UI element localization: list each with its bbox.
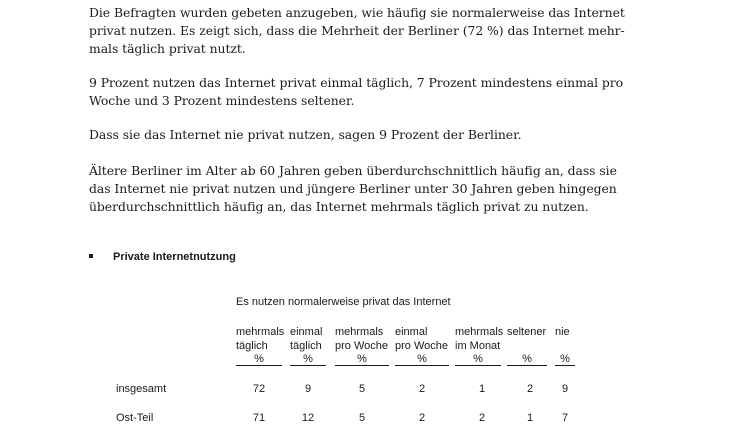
text-line: 9 Prozent nutzen das Internet privat einmal täglich, 7 Prozent mindestens einmal pro (89, 75, 624, 90)
text-line: Ältere Berliner im Alter ab 60 Jahren geben überdurchschnittlich häufig an, dass sie (89, 163, 617, 178)
column-header-line1: einmal (290, 326, 323, 338)
column-unit: % (290, 353, 326, 366)
column-header-line2: pro Woche (395, 340, 448, 352)
text-line: das Internet nie privat nutzen und jüngere Berliner unter 30 Jahren geben hingegen (89, 181, 617, 196)
paragraph-daily-weekly (89, 74, 624, 110)
column-header-line2: täglich (236, 340, 268, 352)
table-cell: 72 (252, 383, 266, 395)
column-unit: % (395, 353, 449, 366)
table-cell: 12 (301, 412, 315, 424)
text-line: mals täglich privat nutzt. (89, 41, 246, 56)
column-header-line2: im Monat (455, 340, 501, 352)
table-cell: 71 (252, 412, 266, 424)
text-line: Die Befragten wurden gebeten anzugeben, wie häufig sie normalerweise das Internet (89, 5, 625, 20)
row-label-total: insgesamt (116, 383, 167, 395)
table-cell: 2 (526, 383, 534, 395)
column-unit: % (455, 353, 501, 366)
table-cell: 5 (358, 412, 366, 424)
table-cell: 1 (526, 412, 534, 424)
paragraph-frequency-intro (89, 4, 625, 58)
section-heading-text: Private Internetnutzung (113, 251, 236, 263)
bullet-square-icon (89, 254, 93, 258)
table-cell: 2 (418, 383, 426, 395)
column-header (395, 325, 449, 366)
column-header-line1: einmal (395, 326, 428, 338)
column-header-line1: mehrmals (335, 326, 384, 338)
column-header (236, 325, 285, 366)
column-header (335, 325, 389, 366)
column-header-line2 (507, 339, 547, 353)
table-cell: 7 (561, 412, 569, 424)
table-cell: 1 (478, 383, 486, 395)
column-header (555, 325, 575, 366)
column-header (455, 325, 504, 366)
table-cell: 2 (418, 412, 426, 424)
column-unit: % (236, 353, 282, 366)
column-header-line1: mehrmals (455, 326, 504, 338)
paragraph-age-groups (89, 162, 617, 216)
column-unit: % (555, 353, 575, 366)
column-header-line1: seltener (507, 326, 547, 338)
paragraph-never-use (89, 126, 609, 144)
column-header (290, 325, 326, 366)
column-header-line2: pro Woche (335, 340, 388, 352)
section-heading (89, 251, 236, 263)
table-cell: 5 (358, 383, 366, 395)
text-line: privat nutzen. Es zeigt sich, dass die Mehrheit der Berliner (72 %) das Internet mehr- (89, 23, 625, 38)
table-cell: 9 (304, 383, 312, 395)
column-header-line2: täglich (290, 340, 322, 352)
row-label-east: Ost-Teil (116, 412, 154, 424)
table-caption: Es nutzen normalerweise privat das Internet (236, 296, 451, 308)
column-unit: % (507, 353, 547, 366)
column-header-line1: nie (555, 326, 570, 338)
table-cell: 2 (478, 412, 486, 424)
column-header (507, 325, 547, 366)
text-line: Woche und 3 Prozent mindestens seltener. (89, 93, 355, 108)
text-line: überdurchschnittlich häufig an, das Internet mehrmals täglich privat zu nutzen. (89, 199, 589, 214)
table-cell: 9 (561, 383, 569, 395)
column-header-line2 (555, 339, 575, 353)
column-header-line1: mehrmals (236, 326, 285, 338)
text-line: Dass sie das Internet nie privat nutzen, sagen 9 Prozent der Berliner. (89, 127, 522, 142)
column-unit: % (335, 353, 389, 366)
